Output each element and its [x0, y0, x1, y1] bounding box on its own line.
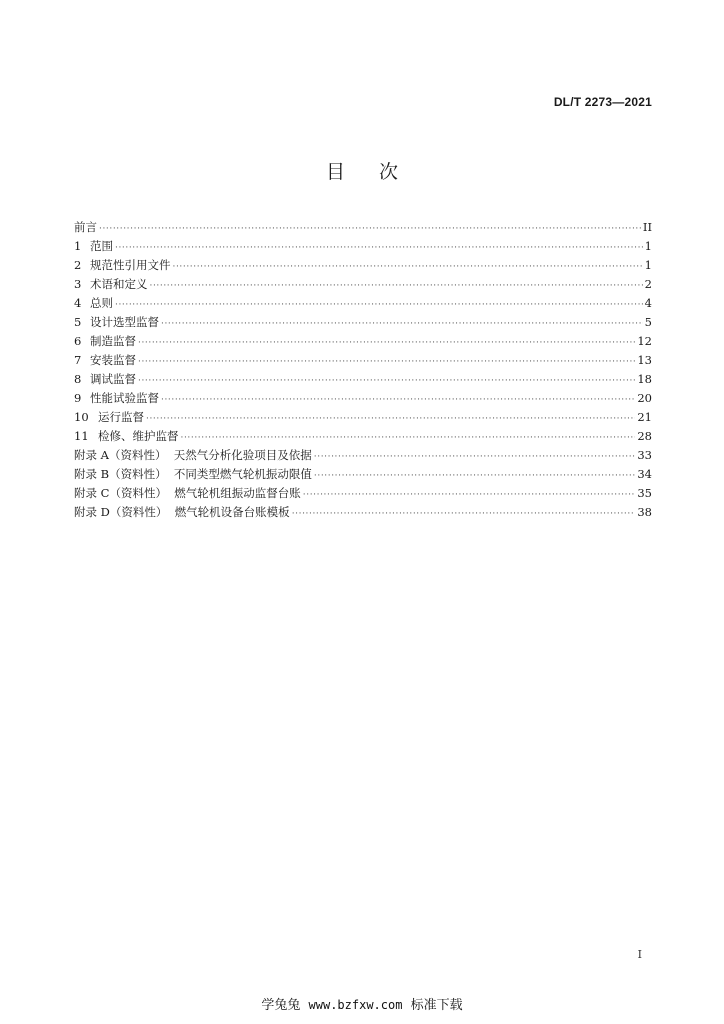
footer-url[interactable]: www.bzfxw.com: [308, 998, 403, 1012]
toc-entry-9[interactable]: [74, 389, 652, 408]
toc-entry-title: 检修、维护监督: [98, 429, 179, 443]
toc-leader-dots: [173, 258, 643, 277]
toc-entry-page: 18: [637, 372, 652, 386]
toc-entry-number: 4: [74, 296, 82, 310]
toc-entry-title: 设计选型监督: [90, 315, 159, 329]
toc-entry-number: 9: [74, 391, 82, 405]
toc-entry-3[interactable]: [74, 275, 652, 294]
toc-leader-dots: [115, 296, 643, 315]
toc-entry-4[interactable]: [74, 294, 652, 313]
page-number: I: [637, 948, 642, 961]
toc-entry-number: 附录 C（资料性）: [74, 486, 167, 500]
toc-entry-number: 1: [74, 239, 82, 253]
toc-entry-5[interactable]: [74, 313, 652, 332]
toc-entry-number: 6: [74, 334, 82, 348]
toc-list: [74, 218, 652, 522]
toc-entry-number: 2: [74, 258, 82, 272]
toc-entry-title: 术语和定义: [90, 277, 148, 291]
toc-entry-title: 安装监督: [90, 353, 136, 367]
toc-entry-10[interactable]: [74, 408, 652, 427]
toc-entry-number: 11: [74, 429, 89, 443]
toc-entry-number: 3: [74, 277, 82, 291]
toc-entry-title: 天然气分析化验项目及依据: [173, 448, 312, 462]
toc-entry-title: 不同类型燃气轮机振动限值: [173, 467, 312, 481]
toc-entry-page: 13: [637, 353, 652, 367]
toc-entry-1[interactable]: [74, 237, 652, 256]
toc-entry-appendix-d[interactable]: [74, 503, 652, 522]
toc-entry-page: II: [642, 220, 652, 234]
toc-entry-page: 1: [644, 239, 652, 253]
toc-entry-page: 4: [644, 296, 652, 310]
toc-entry-title: 范围: [90, 239, 113, 253]
toc-entry-title: 规范性引用文件: [90, 258, 171, 272]
toc-entry-page: 5: [644, 315, 652, 329]
toc-leader-dots: [303, 486, 636, 505]
toc-leader-dots: [161, 391, 635, 410]
toc-entry-appendix-b[interactable]: [74, 465, 652, 484]
footer-watermark: [0, 994, 724, 1013]
toc-entry-page: 2: [644, 277, 652, 291]
toc-entry-page: 34: [637, 467, 652, 481]
footer-tagline: 标准下载: [410, 998, 463, 1013]
toc-leader-dots: [146, 410, 635, 429]
toc-leader-dots: [292, 505, 636, 524]
toc-entry-number: 附录 D（资料性）: [74, 505, 168, 519]
toc-entry-appendix-c[interactable]: [74, 484, 652, 503]
toc-entry-title: 前言: [74, 220, 97, 234]
toc-entry-number: 7: [74, 353, 82, 367]
toc-entry-title: 燃气轮机组振动监督台账: [174, 486, 301, 500]
toc-leader-dots: [138, 334, 635, 353]
toc-entry-number: 8: [74, 372, 82, 386]
footer-site-name: 学兔兔: [261, 998, 301, 1013]
toc-entry-number: 5: [74, 315, 82, 329]
toc-entry-7[interactable]: [74, 351, 652, 370]
toc-entry-page: 20: [637, 391, 652, 405]
toc-leader-dots: [99, 220, 641, 239]
toc-entry-title: 燃气轮机设备台账模板: [174, 505, 290, 519]
toc-entry-preface[interactable]: [74, 218, 652, 237]
toc-entry-number: 10: [74, 410, 89, 424]
toc-entry-title: 性能试验监督: [90, 391, 159, 405]
toc-leader-dots: [150, 277, 643, 296]
toc-entry-title: 运行监督: [98, 410, 144, 424]
toc-entry-title: 制造监督: [90, 334, 136, 348]
toc-entry-8[interactable]: [74, 370, 652, 389]
toc-entry-page: 35: [637, 486, 652, 500]
toc-leader-dots: [161, 315, 643, 334]
toc-entry-page: 38: [637, 505, 652, 519]
toc-entry-page: 33: [637, 448, 652, 462]
toc-entry-page: 28: [637, 429, 652, 443]
toc-entry-number: 附录 B（资料性）: [74, 467, 167, 481]
toc-leader-dots: [138, 353, 635, 372]
toc-entry-page: 1: [644, 258, 652, 272]
toc-entry-6[interactable]: [74, 332, 652, 351]
toc-leader-dots: [314, 467, 635, 486]
toc-leader-dots: [115, 239, 643, 258]
toc-entry-page: 12: [637, 334, 652, 348]
toc-entry-2[interactable]: [74, 256, 652, 275]
doc-code: DL/T 2273—2021: [553, 95, 652, 109]
toc-entry-number: 附录 A（资料性）: [74, 448, 167, 462]
toc-entry-title: 总则: [90, 296, 113, 310]
toc-leader-dots: [138, 372, 635, 391]
toc-entry-page: 21: [637, 410, 652, 424]
toc-entry-11[interactable]: [74, 427, 652, 446]
toc-leader-dots: [314, 448, 636, 467]
toc-entry-title: 调试监督: [90, 372, 136, 386]
toc-title: 目次: [325, 161, 432, 183]
toc-entry-appendix-a[interactable]: [74, 446, 652, 465]
